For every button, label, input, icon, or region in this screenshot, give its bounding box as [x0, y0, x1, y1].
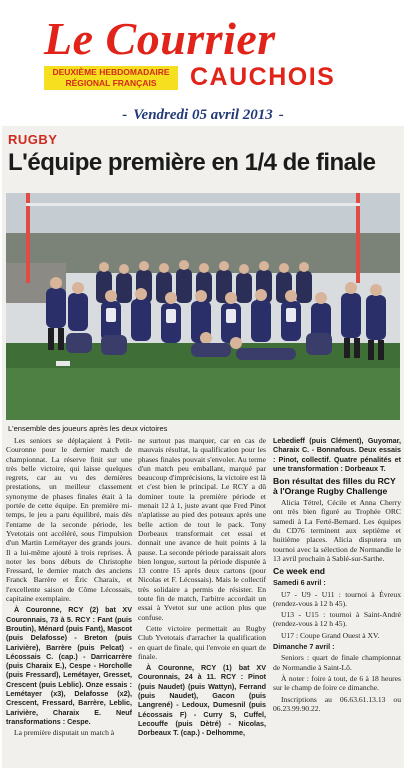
schedule-day: Samedi 6 avril :: [273, 578, 326, 588]
subheading-weekend: Ce week end: [273, 566, 326, 577]
paragraph: Les seniors se déplaçaient à Petit-Couronne pour le dernier match de championnat. La réserve finit sur une très belle victoire, qui laisse quelques regrets, car au vu des dernières prestations, un meilleur classement synonyme de phases finales était à la portée de cette équipe. En première mi-temps, le jeu a paru équilibré, mais dès l'entame de la seconde période, les Yvetotais ont accéléré, sous l'impulsion d'un Martin Lemétayer des grands jours. Il a lui-même ajouté à trois reprises. À noter les bons débuts de Christophe Fressard, le dernier match des anciens Franck Barrère et Éric Charaix, et l'excellente saison de Côme Lécossais, capitaine exemplaire.: [6, 436, 132, 604]
subheading-girls: Bon résultat des filles du RCY à l'Orange Rugby Challenge: [273, 476, 396, 497]
schedule-day: Dimanche 7 avril :: [273, 642, 335, 652]
article-headline: L'équipe première en 1/4 de finale: [8, 149, 376, 176]
article-clipping: [2, 126, 404, 768]
schedule-item: U13 - U15 : tournoi à Saint-André (rendez-vous à 12 h 45).: [273, 610, 401, 629]
paragraph: Cette victoire permettait au Rugby Club Yvetotais d'arracher la qualification en quart de finale, qui l'envoie en quart de finale.: [138, 623, 266, 661]
paragraph: La première disputait un match à: [14, 728, 115, 738]
schedule-item: U17 : Coupe Grand Ouest à XV.: [281, 630, 380, 640]
paragraph-lineup: À Couronne, RCY (2) bat XV Couronnais, 73 à 5. RCY : Fant (puis Broutin), Ménard (puis Fant), Mascot (puis Delafosse) - Breton (puis Larivière), Barrère (puis Pelcat) - Lécossais C. (cap.) - Darricarrère (puis Charaix E.), Cespe - Horcholle (puis Fressard), Lemétayer, Gresset, Crescent (puis Leblic). Onze essais : Lemétayer (x3), Delafosse (x2), Crescent, Fressard, Barrère, Leblic, Larivière, Charaix E. Neuf transformations : Cespe.: [6, 605, 132, 726]
subtitle-line-2: RÉGIONAL FRANÇAIS: [65, 78, 157, 88]
newspaper-region: CAUCHOIS: [190, 63, 336, 91]
newspaper-title: Le Courrier: [44, 13, 276, 64]
paragraph: Alicia Tétrel, Cécile et Anna Cherry ont très bien figuré au Trophée ORC samedi à La Ferté-Bernard. Les équipes du CD76 terminent aux septième et huitième places. Alicia disputera un tournoi avec la sélection de Normandie le 13 avril prochain à Sablé-sur-Sarthe.: [273, 498, 401, 563]
paragraph-lineup: Lebedieff (puis Clément), Guyomar, Charaix C. - Bonnafous. Deux essais : Pinot, collectif. Quatre pénalités et une transformation : Dorbeaux T.: [273, 436, 401, 473]
text-column-3: [273, 436, 401, 766]
subtitle-line-1: DEUXIÈME HEBDOMADAIRE: [52, 67, 170, 77]
publication-date: - Vendredi 05 avril 2013 -: [122, 107, 284, 123]
newspaper-subtitle: [44, 66, 178, 90]
schedule-item: Seniors : quart de finale championnat de Normandie à Saint-Lô.: [273, 653, 401, 672]
paragraph-lineup: À Couronne, RCY (1) bat XV Couronnais, 24 à 11. RCY : Pinot (puis Naudet) (puis Wattyn), Ferrand (puis Naudet), Gacon (puis Langrené) - Ledoux, Dumesnil (puis Lécossais F) - Curry S, Cuffel, Lecouffe (puis Dètré) - Nicolas, Dorbeaux T. (cap.) - Delhomme,: [138, 663, 266, 738]
notice: À noter : foire à tout, de 6 à 18 heures sur le champ de foire ce dimanche.: [273, 673, 401, 693]
section-label: RUGBY: [8, 132, 58, 147]
masthead: [0, 0, 406, 100]
team-photo: [6, 193, 400, 420]
photo-caption: L'ensemble des joueurs après les deux victoires: [8, 424, 168, 433]
text-column-1: [6, 436, 132, 766]
text-column-2: [138, 436, 266, 766]
paragraph: ne surtout pas marquer, car en cas de mauvais résultat, la qualification pour les phases finales pouvait s'envoler. Au terme d'un match peu emballant, marqué par beaucoup d'imprécisions, la victoire est là et c'est bien le principal. Le RCY a dû dominer toute la première période et menait 12 à 1, juste avant que Fred Pinot n'aplatisse au pied des poteaux après une belle action de tout le pack. Tony Dorbeaux transformait cet essai et donnait une avance de huit points à la pause. La seconde période paraissait alors bien longue, surtout la période disputée à 13 contre 15 après deux cartons (pour Nicolas et F. Lécossais). Mais le collectif très solidaire a permis de résister. En toute fin de match, l'arbitre accordait un essai à Yvetot sur une action plus que confuse.: [138, 436, 266, 622]
team-photo-image: [6, 193, 400, 420]
contact-info: Inscriptions au 06.63.61.13.13 ou 06.23.99.90.22.: [273, 694, 401, 713]
date-text: Vendredi 05 avril 2013: [133, 107, 273, 123]
schedule-item: U7 - U9 - U11 : tournoi à Évreux (rendez-vous à 12 h 45).: [273, 589, 401, 608]
